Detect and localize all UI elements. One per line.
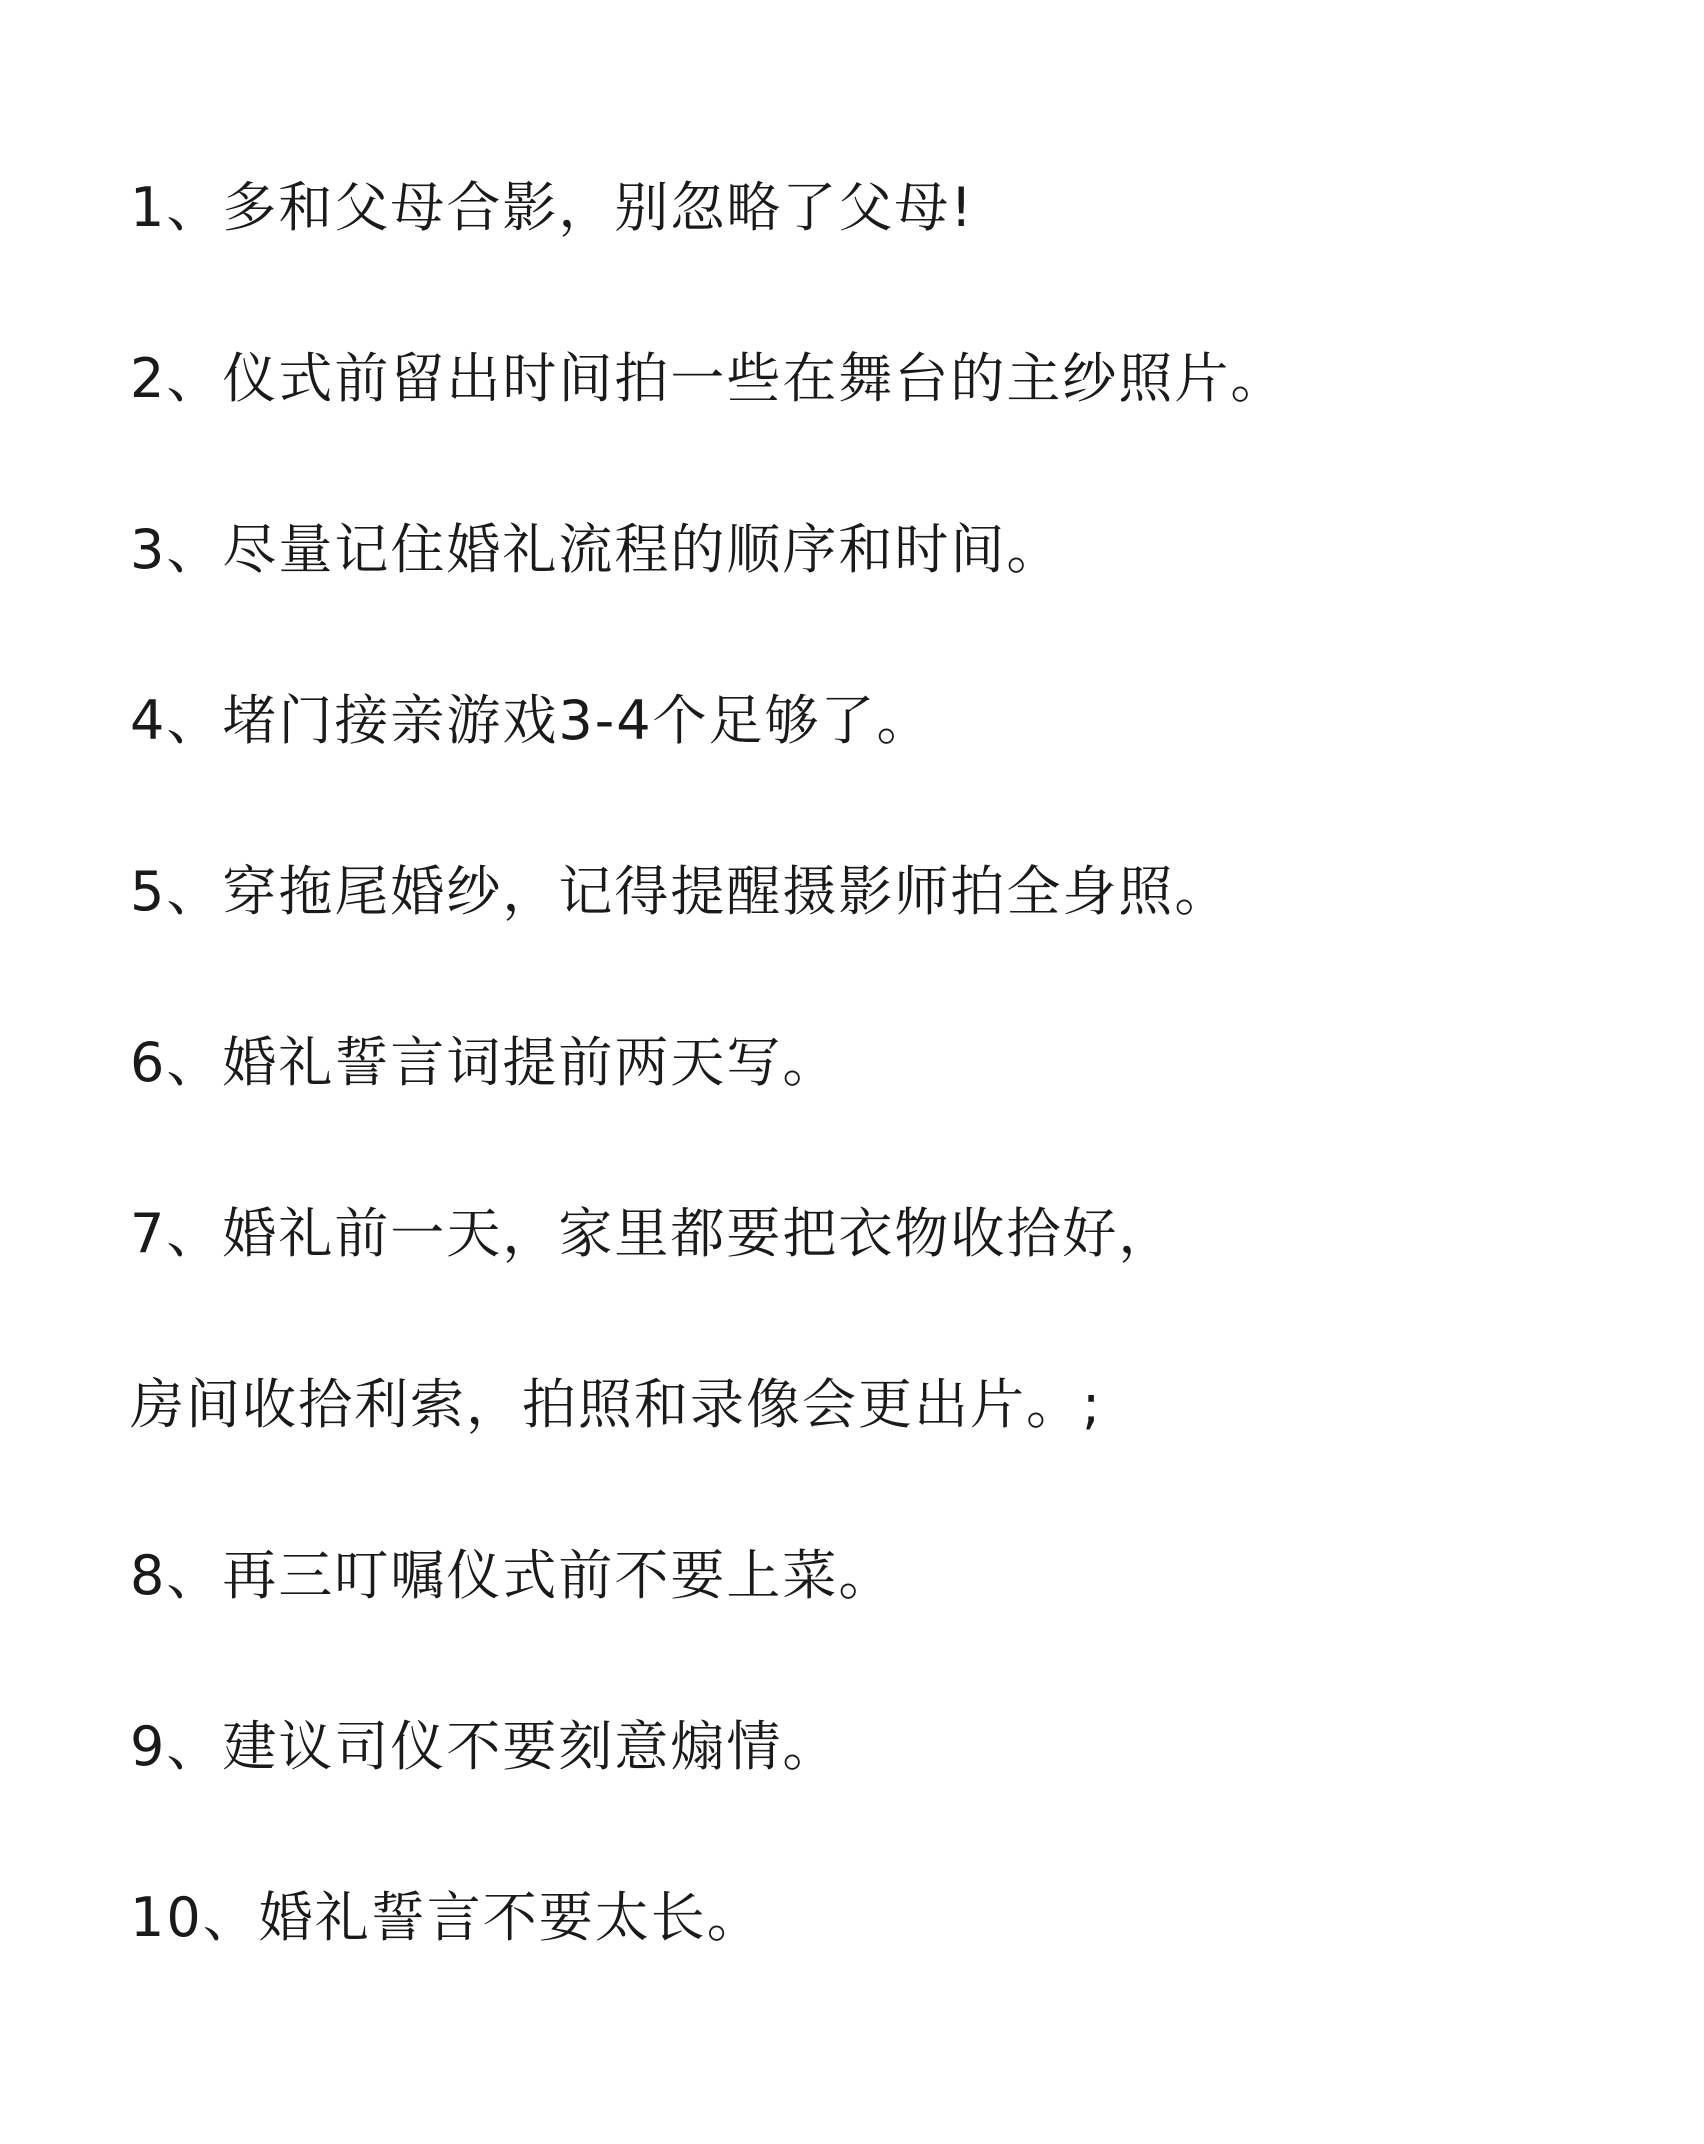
tip-6: 6、婚礼誓言词提前两天写。 [130, 1031, 839, 1094]
wedding-tips-list [130, 168, 1590, 2049]
tip-5: 5、穿拖尾婚纱，记得提醒摄影师拍全身照。 [130, 860, 1231, 923]
tip-9: 9、建议司仪不要刻意煽情。 [130, 1715, 839, 1778]
tip-7: 7、婚礼前一天，家里都要把衣物收拾好， [130, 1202, 1175, 1265]
tip-10: 10、婚礼誓言不要太长。 [130, 1886, 763, 1949]
tip-1: 1、多和父母合影，别忽略了父母! [130, 176, 975, 239]
tip-2: 2、仪式前留出时间拍一些在舞台的主纱照片。 [130, 347, 1287, 410]
tip-4: 4、堵门接亲游戏3-4个足够了。 [130, 689, 933, 752]
tip-3: 3、尽量记住婚礼流程的顺序和时间。 [130, 518, 1063, 581]
tip-8: 8、再三叮嘱仪式前不要上菜。 [130, 1544, 895, 1607]
tip-7-continuation: 房间收拾利索，拍照和录像会更出片。; [130, 1373, 1103, 1436]
